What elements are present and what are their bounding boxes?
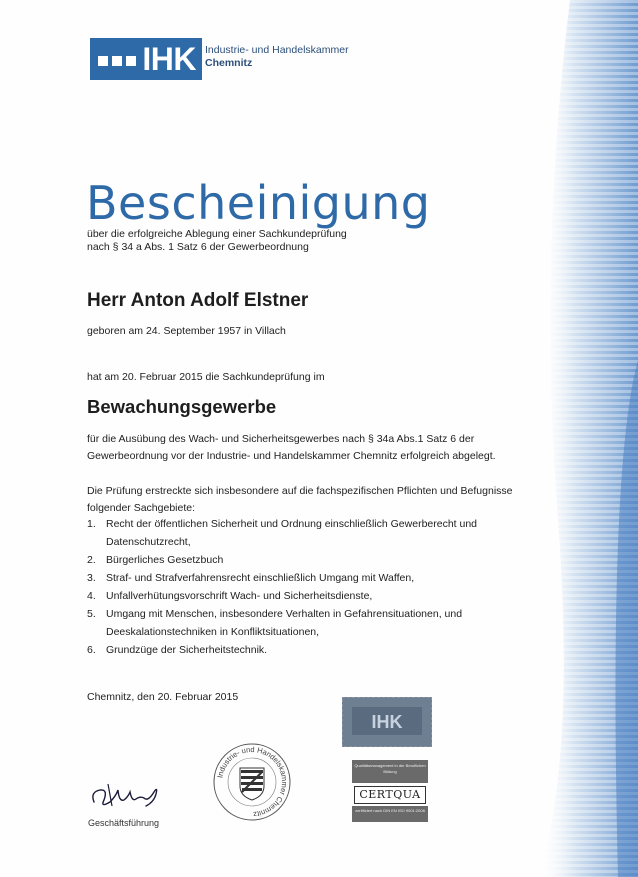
list-item-text: Recht der öffentlichen Sicherheit und Ordnung einschließlich Gewerberecht und Datenschutzrecht, [106,518,478,548]
logo-square-icon [112,56,122,66]
list-item-text: Straf- und Strafverfahrensrecht einschließlich Umgang mit Waffen, [106,572,415,584]
purpose-text: für die Ausübung des Wach- und Sicherheitsgewerbes nach § 34a Abs.1 Satz 6 der Gewerbeordnung vor der Industrie- und Handelskammer Chemnitz erfolgreich abgelegt. [87,433,496,462]
list-item [87,569,517,587]
list-item-number: 6. [87,644,96,656]
list-item-number: 3. [87,572,96,584]
logo-text: IHK [142,41,196,77]
signature-image [88,772,168,822]
list-item [87,641,517,659]
subtitle-line-2: nach § 34 a Abs. 1 Satz 6 der Gewerbeordnung [87,241,309,253]
recipient-name: Herr Anton Adolf Elstner [87,290,309,311]
logo-square-icon [126,56,136,66]
certqua-top-text: Qualitätsmanagement in der Beruflichen Bildung [352,760,428,783]
seal-ring-text: Industrie- und Handelskammer Chemnitz [215,744,290,820]
list-item [87,587,517,605]
subtitle-line-1: über die erfolgreiche Ablegung einer Sachkundeprüfung [87,228,347,240]
birth-info: geboren am 24. September 1957 in Villach [87,325,286,337]
list-item [87,605,517,641]
list-item-number: 1. [87,518,96,530]
place-date: Chemnitz, den 20. Februar 2015 [87,691,239,703]
ihk-stamp-text: IHK [371,712,403,732]
ihk-stamp [342,697,432,747]
signature-label: Geschäftsführung [88,818,160,828]
certqua-name: CERTQUA [354,786,426,804]
document-title: Bescheinigung [86,176,431,230]
subject-list [87,515,517,659]
list-item-text: Bürgerliches Gesetzbuch [106,554,224,566]
certqua-badge [352,760,430,820]
list-item-number: 4. [87,590,96,602]
list-item [87,515,517,551]
chamber-line-1: Industrie- und Handelskammer [205,44,349,56]
certqua-bottom-text: zertifiziert nach DIN EN ISO 9001:2008 [352,806,428,822]
document-subtitle [87,228,347,254]
list-item-number: 5. [87,608,96,620]
list-item-text: Grundzüge der Sicherheitstechnik. [106,644,268,656]
coat-of-arms-icon [240,768,264,800]
official-seal [212,742,292,822]
chamber-line-2: Chemnitz [205,57,253,69]
subjects-intro: Die Prüfung erstreckte sich insbesondere auf die fachspezifischen Pflichten und Befugnisse folgender Sachgebiete: [87,485,513,514]
list-item-text: Unfallverhütungsvorschrift Wach- und Sicherheitsdienste, [106,590,373,602]
chamber-name [205,44,349,70]
list-item [87,551,517,569]
logo-square-icon [98,56,108,66]
exam-info: hat am 20. Februar 2015 die Sachkundeprüfung im [87,371,325,383]
list-item-text: Umgang mit Menschen, insbesondere Verhalten in Gefahrensituationen, und Deeskalationstechniken in Konfliktsituationen, [106,608,463,638]
list-item-number: 2. [87,554,96,566]
exam-field: Bewachungsgewerbe [87,396,277,417]
ihk-logo [90,38,202,80]
